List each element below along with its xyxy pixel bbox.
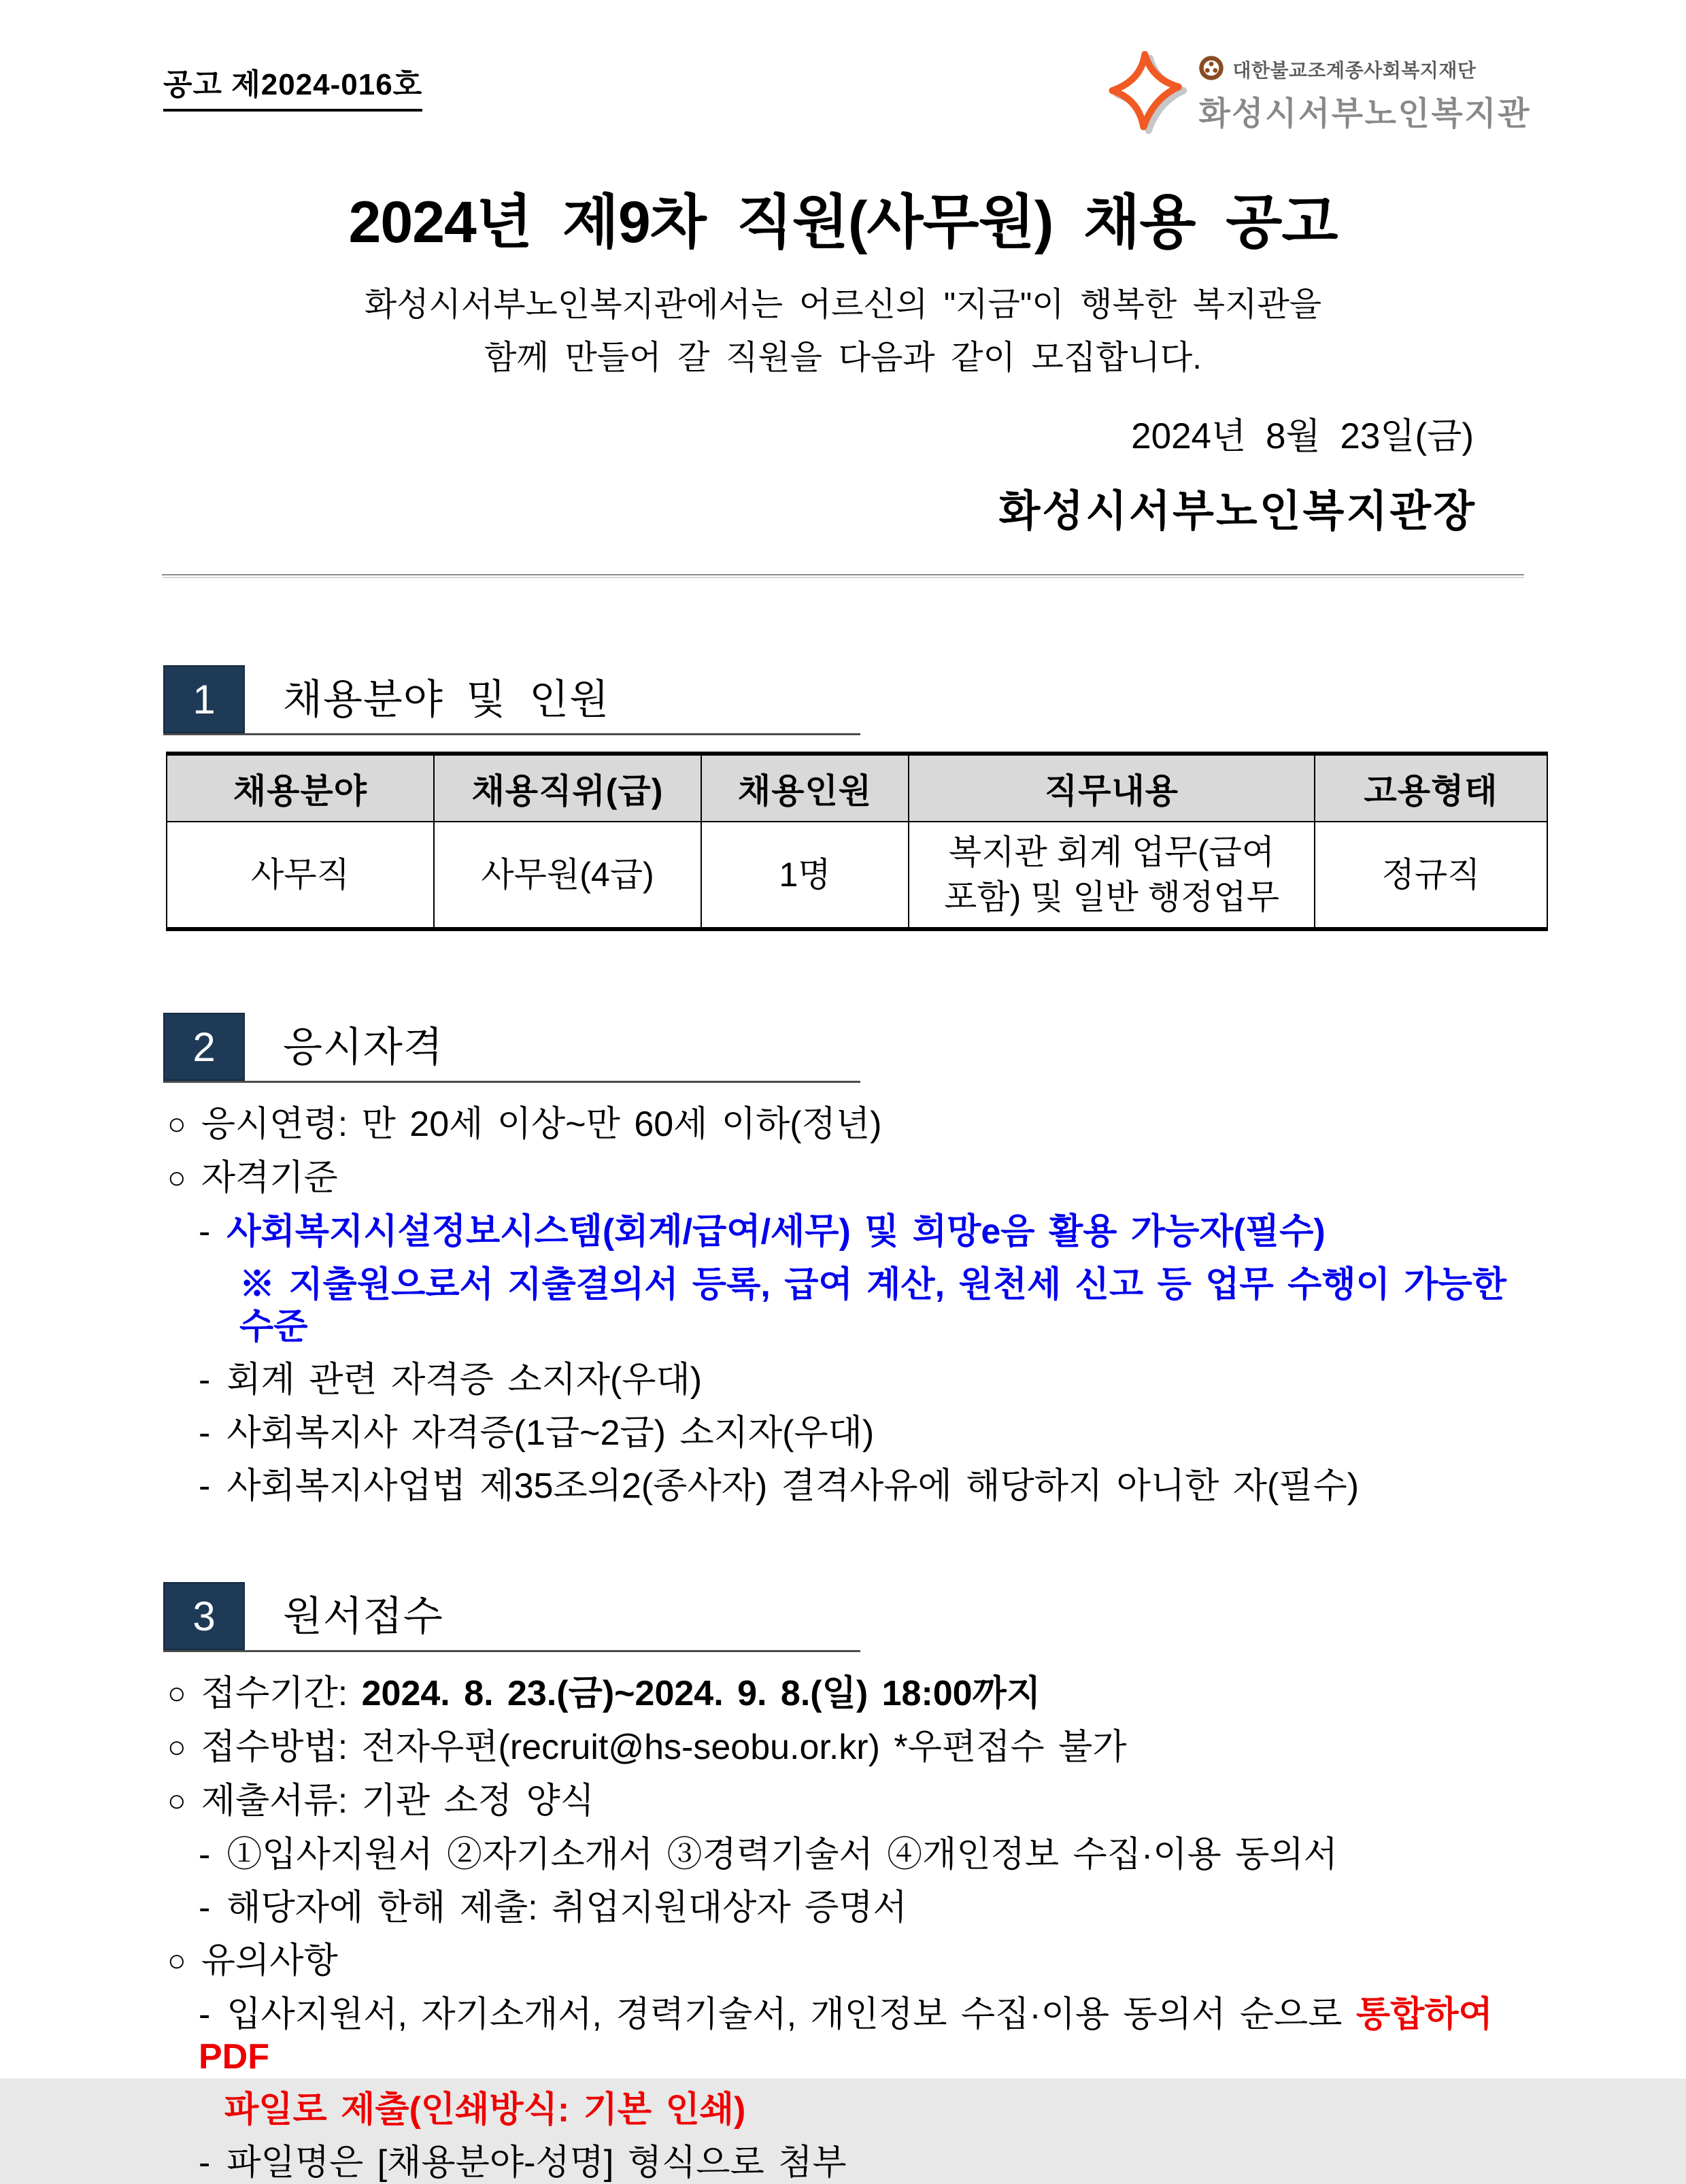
circle-bullet-icon: ○ (167, 1783, 186, 1818)
section-2-header (163, 1013, 860, 1083)
system-note-text: ※ 지출원으로서 지출결의서 등록, 급여 계산, 원천세 신고 등 업무 수행이 가능한 수준 (239, 1265, 1507, 1347)
documents-text: 제출서류: 기관 소정 양식 (201, 1781, 594, 1821)
col-header-employment-type: 고용형태 (1315, 754, 1547, 822)
note-pdf-line (199, 1994, 1523, 2078)
dash-bullet: - (199, 1360, 211, 1400)
system-requirement-text: 사회복지시설정보시스템(회계/급여/세무) 및 희망e음 활용 가능자(필수) (226, 1212, 1326, 1251)
criteria-line (167, 1157, 1523, 1200)
social-worker-cert-text: 사회복지사 자격증(1급~2급) 소지자(우대) (226, 1413, 875, 1453)
announcement-date: 2024년 8월 23일(금) (1131, 416, 1474, 456)
subtitle (0, 278, 1686, 384)
section-2-number-badge: 2 (163, 1013, 245, 1081)
dash-bullet: - (199, 1995, 211, 2034)
note-pdf-black-text: 입사지원서, 자기소개서, 경력기술서, 개인정보 수집·이용 동의서 순으로 (226, 1995, 1356, 2034)
criteria-item-accounting-cert (199, 1359, 1523, 1401)
note-pdf-red-text: 통합하여 PDF (199, 1995, 1493, 2077)
notes-text: 유의사항 (201, 1941, 338, 1981)
top-row (0, 0, 1686, 139)
age-requirement-line (167, 1103, 1523, 1146)
criteria-item-system-note (239, 1264, 1523, 1348)
circle-bullet-icon: ○ (167, 1729, 186, 1764)
subtitle-line-2: 함께 만들어 갈 직원을 다음과 같이 모집합니다. (484, 339, 1202, 376)
circle-bullet-icon: ○ (167, 1160, 186, 1195)
law-requirement-text: 사회복지사업법 제35조의2(종사자) 결격사유에 해당하지 아니한 자(필수) (226, 1466, 1360, 1506)
organization-name: 화성시서부노인복지관 (1198, 95, 1531, 132)
criteria-item-social-worker-cert (199, 1412, 1523, 1454)
application-period-line (167, 1673, 1523, 1715)
section-2-title: 응시자격 (283, 1024, 443, 1070)
subtitle-line-1: 화성시서부노인복지관에서는 어르신의 "지금"이 행복한 복지관을 (364, 286, 1322, 323)
section-1-header (163, 665, 860, 735)
documents-optional-line (199, 1887, 1523, 1929)
note-print-red-text: 파일로 제출(인쇄방식: 기본 인쇄) (224, 2090, 746, 2130)
criteria-text: 자격기준 (201, 1158, 338, 1198)
documents-list-text: ①입사지원서 ②자기소개서 ③경력기술서 ④개인정보 수집·이용 동의서 (226, 1835, 1338, 1875)
org-logo (1109, 49, 1531, 139)
cell-headcount: 1명 (701, 822, 909, 929)
section-1-title: 채용분야 및 인원 (283, 677, 610, 722)
note-filename-text: 파일명은 [채용분야-성명] 형식으로 첨부 (226, 2143, 847, 2183)
cell-position: 사무원(4급) (434, 822, 701, 929)
application-method-line (167, 1726, 1523, 1769)
logo-text-block (1198, 55, 1531, 134)
col-header-field: 채용분야 (167, 754, 434, 822)
dash-bullet: - (199, 2143, 211, 2183)
section-1-number-badge: 1 (163, 665, 245, 733)
cell-duties: 복지관 회계 업무(급여 포함) 및 일반 행정업무 (909, 822, 1315, 929)
cell-field: 사무직 (167, 822, 434, 929)
notice-number: 공고 제2024-016호 (163, 60, 422, 112)
method-text: 접수방법: 전자우편(recruit@hs-seobu.or.kr) *우편접수 불가 (201, 1728, 1127, 1767)
dash-bullet: - (199, 1835, 211, 1875)
foundation-name: 대한불교조계종사회복지재단 (1232, 60, 1477, 81)
notes-line (167, 1940, 1523, 1983)
required-documents-line (167, 1780, 1523, 1823)
documents-list-line (199, 1834, 1523, 1876)
table-row (167, 822, 1547, 929)
logo-foundation-row (1198, 55, 1531, 84)
dash-bullet: - (199, 1413, 211, 1453)
col-header-position: 채용직위(급) (434, 754, 701, 822)
section-3-number-badge: 3 (163, 1582, 245, 1650)
circle-bullet-icon: ○ (167, 1106, 186, 1141)
circle-bullet-icon: ○ (167, 1943, 186, 1978)
three-jewels-icon (1198, 55, 1224, 84)
note-print-line (224, 2089, 1523, 2131)
dash-bullet: - (199, 1888, 211, 1928)
period-label: 접수기간: (201, 1674, 362, 1713)
section-3-title: 원서접수 (283, 1594, 443, 1639)
criteria-item-law (199, 1465, 1523, 1507)
criteria-item-system (199, 1211, 1523, 1253)
cell-employment-type: 정규직 (1315, 822, 1547, 929)
signer: 화성시서부노인복지관장 (998, 488, 1477, 535)
accounting-cert-text: 회계 관련 자격증 소지자(우대) (226, 1360, 703, 1400)
star-logo-icon (1109, 49, 1185, 139)
dash-bullet: - (199, 1212, 211, 1251)
section-3-header (163, 1582, 860, 1652)
recruit-table (166, 752, 1548, 931)
note-filename-line (199, 2142, 1523, 2184)
age-requirement-text: 응시연령: 만 20세 이상~만 60세 이하(정년) (201, 1105, 882, 1144)
col-header-headcount: 채용인원 (701, 754, 909, 822)
circle-bullet-icon: ○ (167, 1675, 186, 1711)
col-header-duties: 직무내용 (909, 754, 1315, 822)
documents-optional-text: 해당자에 한해 제출: 취업지원대상자 증명서 (226, 1888, 907, 1928)
page-title: 2024년 제9차 직원(사무원) 채용 공고 (348, 190, 1338, 255)
dash-bullet: - (199, 1466, 211, 1506)
horizontal-divider (162, 574, 1524, 578)
table-header-row (167, 754, 1547, 822)
period-value: 2024. 8. 23.(금)~2024. 9. 8.(일) 18:00까지 (361, 1674, 1041, 1713)
